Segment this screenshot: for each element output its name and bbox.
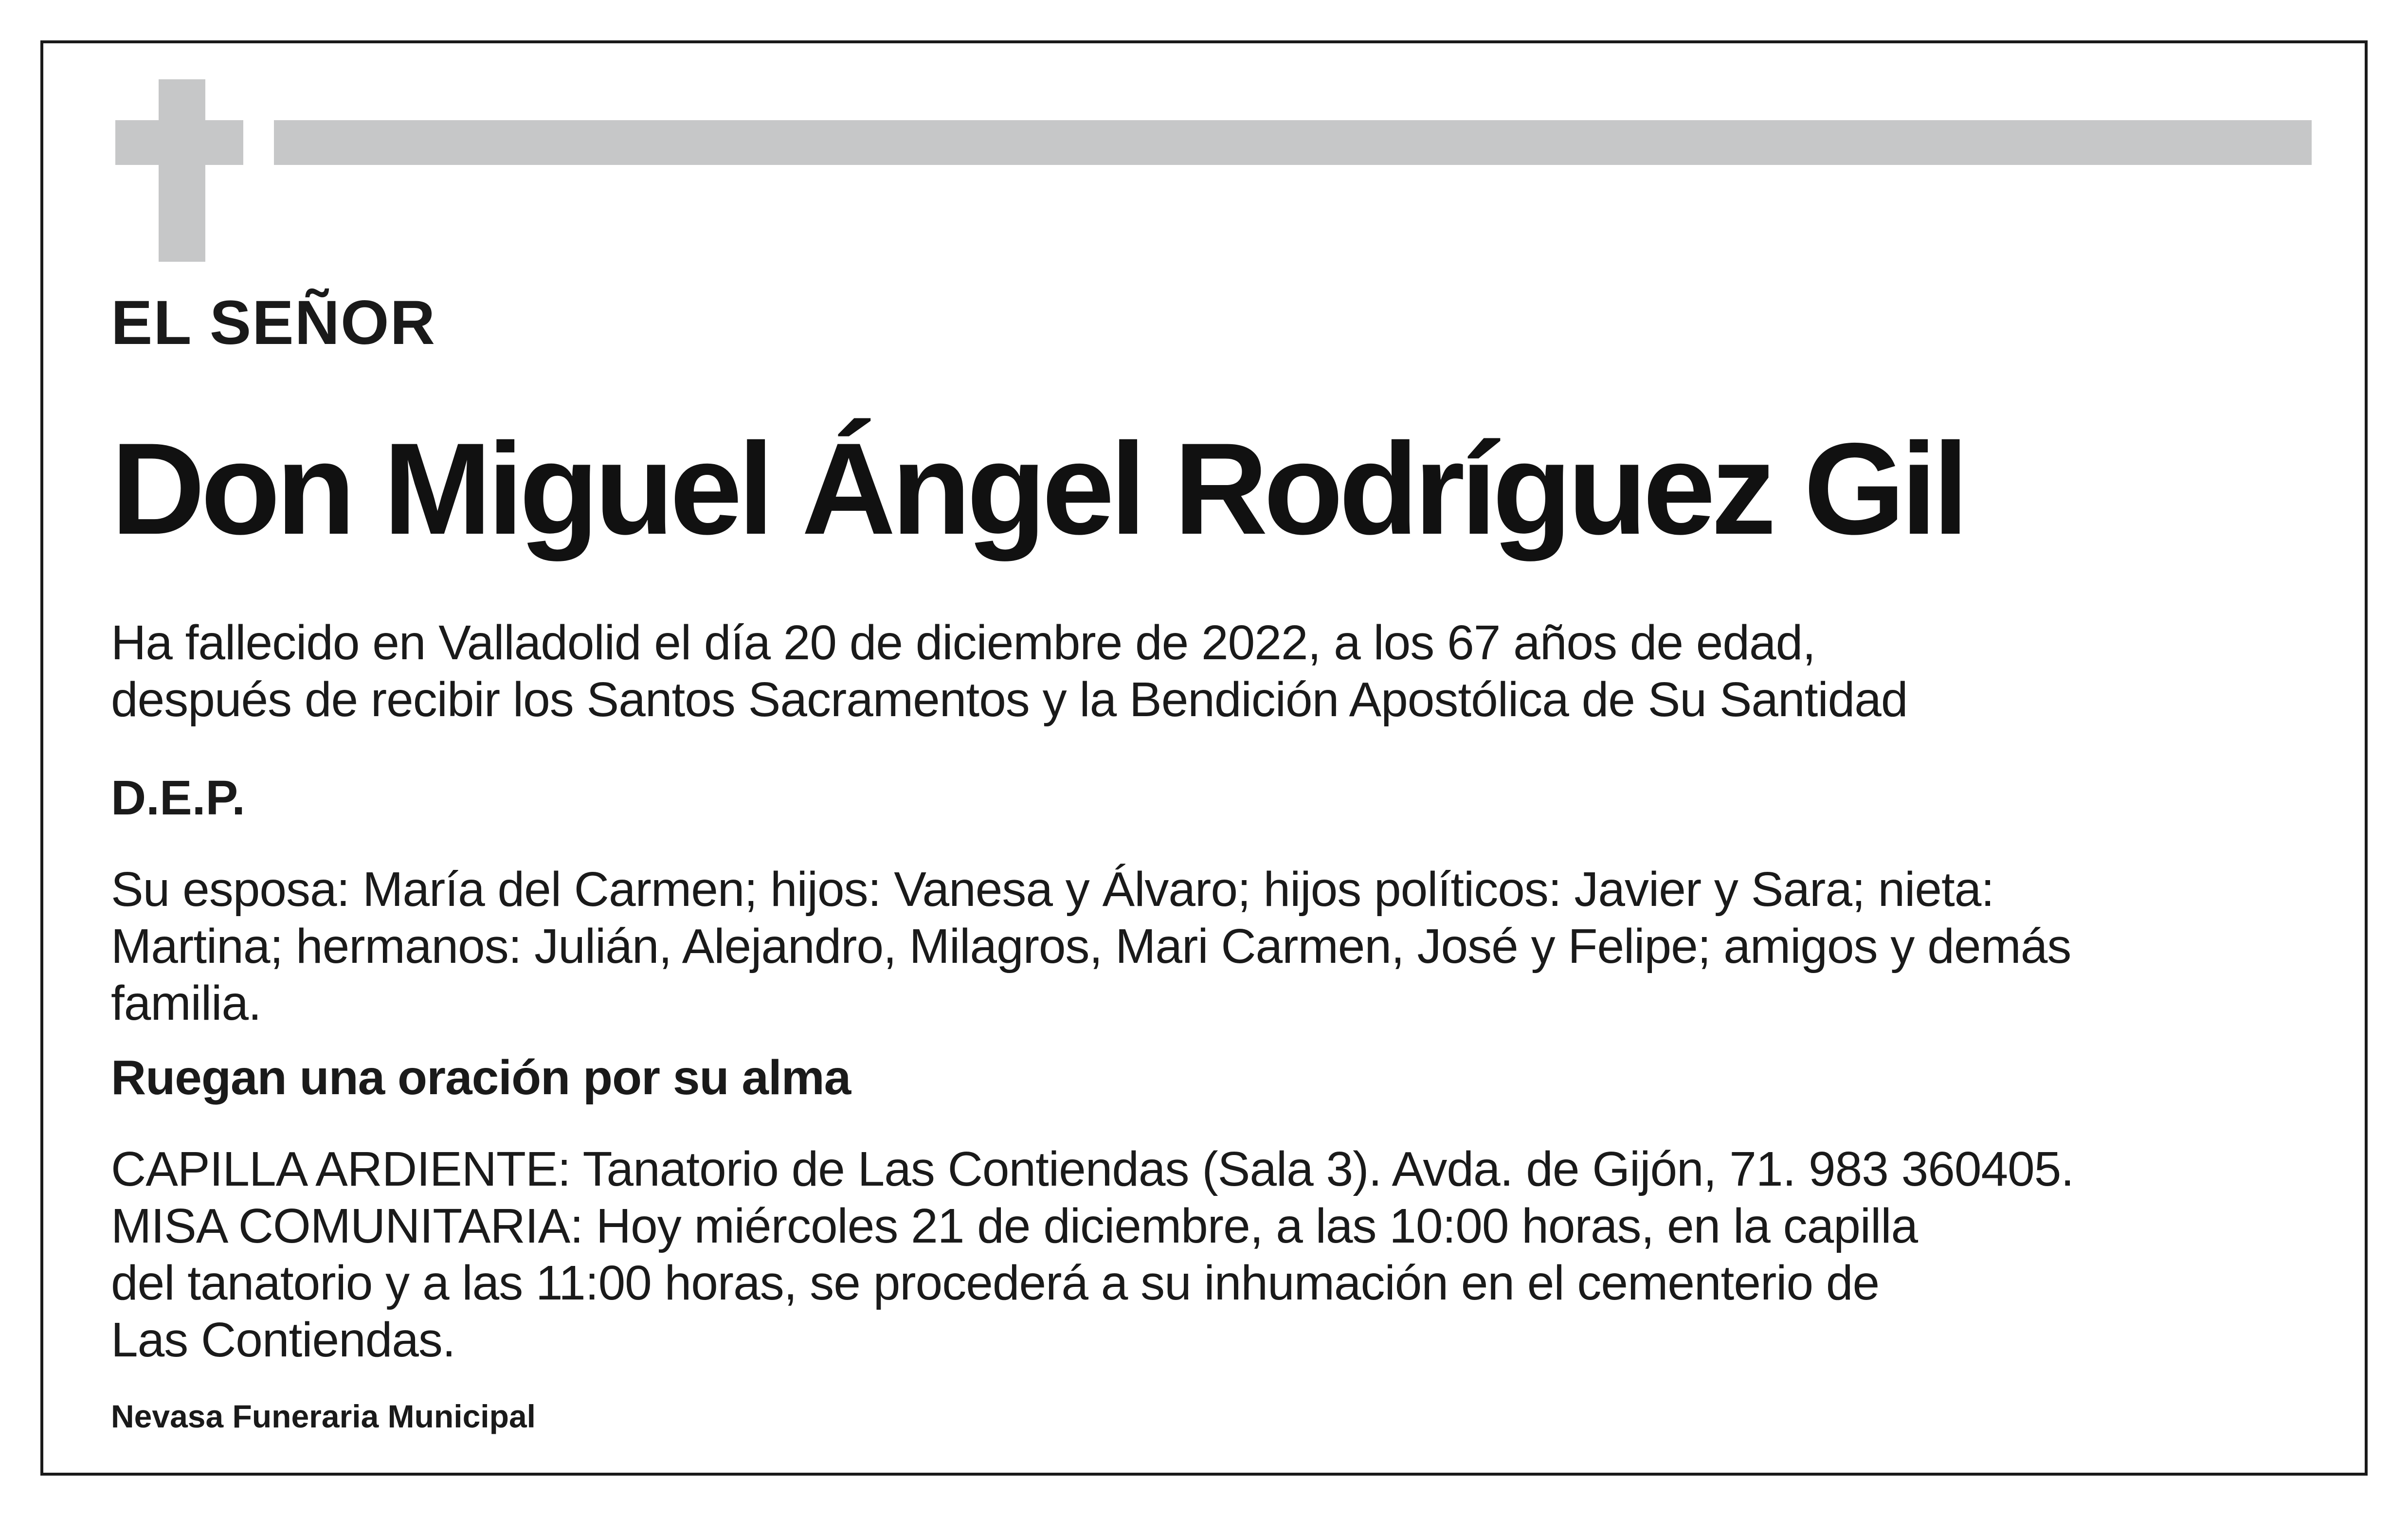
service-line: CAPILLA ARDIENTE: Tanatorio de Las Contiendas (Sala 3). Avda. de Gijón, 71. 983 360405. [111,1142,2074,1196]
deceased-name: Don Miguel Ángel Rodríguez Gil [111,415,1965,561]
cross-horizontal-bar [115,120,243,165]
death-notice-line: Ha fallecido en Valladolid el día 20 de diciembre de 2022, a los 67 años de edad, [111,615,1815,670]
family-line: familia. [111,976,261,1030]
service-line: del tanatorio y a las 11:00 horas, se procederá a su inhumación en el cementerio de [111,1256,1880,1310]
cross-vertical-bar [159,79,205,262]
family-line: Martina; hermanos: Julián, Alejandro, Milagros, Mari Carmen, José y Felipe; amigos y demás [111,919,2071,974]
death-notice-line: después de recibir los Santos Sacramentos y la Bendición Apostólica de Su Santidad [111,672,1908,727]
header-rule [274,120,2312,165]
prayer-request: Ruegan una oración por su alma [111,1050,851,1105]
family-line: Su esposa: María del Carmen; hijos: Vanesa y Álvaro; hijos políticos: Javier y Sara; nieta: [111,862,1994,917]
dep-label: D.E.P. [111,771,246,825]
service-line: Las Contiendas. [111,1313,455,1367]
funeral-home: Nevasa Funeraria Municipal [111,1398,536,1434]
prefix-title: EL SEÑOR [111,288,436,358]
service-line: MISA COMUNITARIA: Hoy miércoles 21 de diciembre, a las 10:00 horas, en la capilla [111,1199,1918,1253]
